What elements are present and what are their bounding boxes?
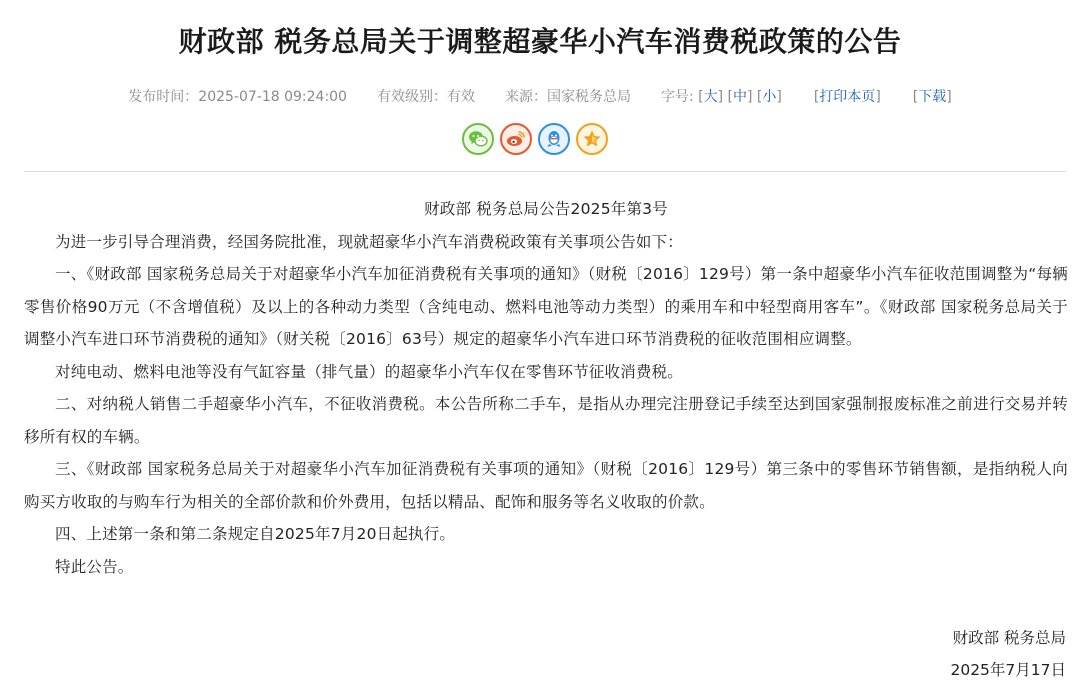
- font-size-label: 字号:: [660, 89, 694, 105]
- print-page-link[interactable]: 打印本页: [819, 89, 876, 105]
- font-size-small-link[interactable]: 小: [762, 89, 777, 105]
- doc-number: 财政部 税务总局公告2025年第3号: [424, 200, 668, 218]
- paragraph-2: 二、对纳税人销售二手超豪华小汽车，不征收消费税。本公告所称二手车，是指从办理完注册登记手续至达到国家强制报废标准之前进行交易并转移所有权的车辆。: [24, 395, 1068, 446]
- paragraph-3: 三、《财政部 国家税务总局关于对超豪华小汽车加征消费税有关事项的通知》（财税〔2016〕129号）第三条中的零售环节销售额，是指纳税人向购买方收取的与购车行为相关的全部价款和价外费用，包括以精品、配饰和服务等名义收取的价款。: [24, 460, 1068, 511]
- source-label: 来源：国家税务总局: [504, 89, 631, 105]
- signature-block: [950, 622, 1066, 686]
- paragraph-4: 四、上述第一条和第二条规定自2025年7月20日起执行。: [55, 525, 456, 543]
- font-size-medium-link[interactable]: 中: [733, 89, 747, 105]
- wechat-icon: [467, 128, 489, 150]
- header-divider: [24, 171, 1066, 172]
- share-wechat-button[interactable]: [462, 123, 494, 155]
- share-favorite-button[interactable]: [576, 123, 608, 155]
- share-bar: [462, 123, 608, 157]
- paragraph-intro: 为进一步引导合理消费，经国务院批准，现就超豪华小汽车消费税政策有关事项公告如下：: [55, 232, 684, 251]
- weibo-icon: [505, 128, 527, 150]
- favorite-icon: [581, 128, 603, 150]
- validity-level: 有效级别：有效: [376, 89, 475, 105]
- paragraph-1-note: 对纯电动、燃料电池等没有气缸容量（排气量）的超豪华小汽车仅在零售环节征收消费税。: [55, 362, 684, 381]
- page-title: 财政部 税务总局关于调整超豪华小汽车消费税政策的公告: [178, 25, 902, 58]
- download-link[interactable]: 下载: [918, 89, 947, 105]
- publish-time: 发布时间：2025-07-18 09:24:00: [128, 89, 347, 105]
- signatory: 财政部 税务总局: [952, 629, 1066, 647]
- article-body: [24, 193, 1068, 583]
- signature-date: 2025年7月17日: [950, 661, 1066, 679]
- font-size-large-link[interactable]: 大: [703, 89, 718, 105]
- paragraph-closing: 特此公告。: [55, 557, 134, 576]
- paragraph-1: 一、《财政部 国家税务总局关于对超豪华小汽车加征消费税有关事项的通知》（财税〔2016〕129号）第一条中超豪华小汽车征收范围调整为“每辆零售价格90万元（不含增值税）及以上的各种动力类型（含纯电动、燃料电池等动力类型）的乘用车和中轻型商用客车”。《财政部 国家税务总局关于调整小汽车进口环节消费税的通知》（财关税〔2016〕63号）规定的超豪华小汽车进口环节消费税的征收范围相应调整。: [24, 265, 1068, 348]
- share-qq-button[interactable]: [538, 123, 570, 155]
- meta-bar: 发布时间：2025-07-18 09:24:00 有效级别：有效 来源：国家税务总局 字号: [大] [中] [小] [打印本页] [下载]: [128, 89, 952, 105]
- share-weibo-button[interactable]: [500, 123, 532, 155]
- qq-icon: [543, 128, 565, 150]
